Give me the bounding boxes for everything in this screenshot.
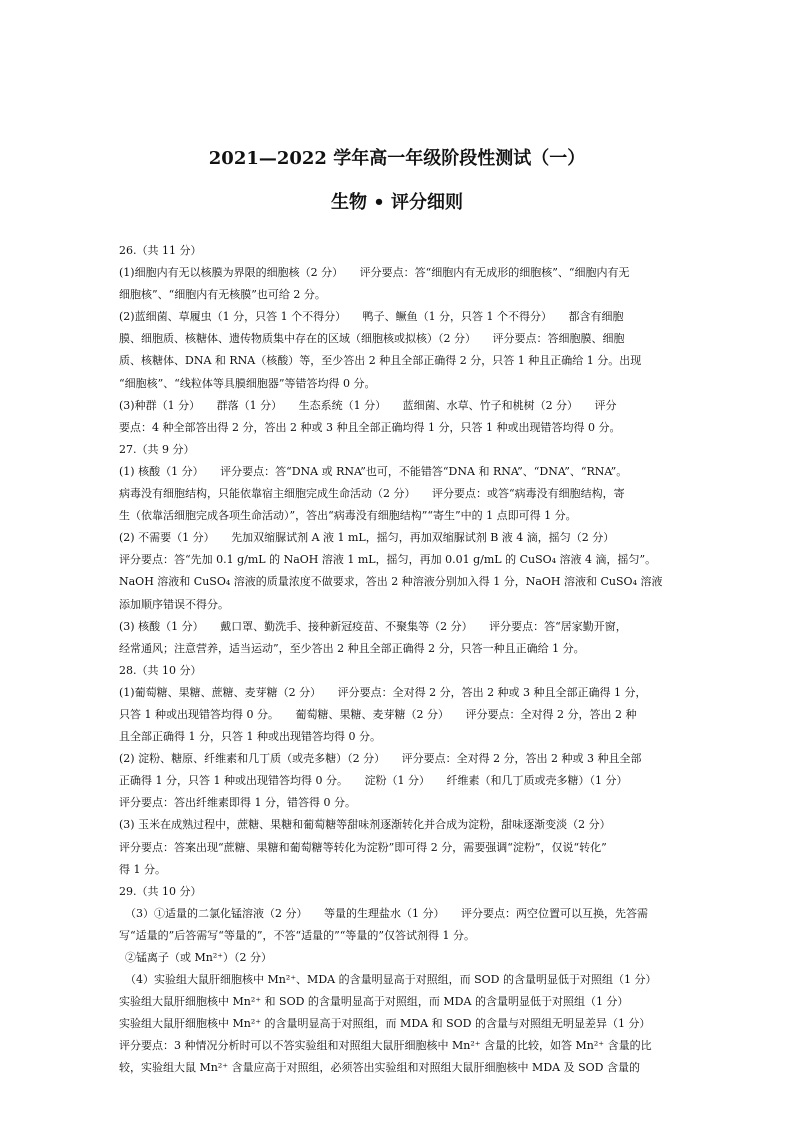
text-line: 评分要点：答出纤维素即得 1 分，错答得 0 分。 — [119, 796, 356, 810]
text-line: 写“适量的”后答需写“等量的”，不答“适量的”“等量的”仅答试剂得 1 分。 — [119, 928, 475, 942]
text-line: 只答 1 种或出现错答均得 0 分。 葡萄糖、果糖、麦芽糖（2 分） 评分要点：全对得 2 分，答出 2 种 — [119, 707, 637, 721]
text-line: NaOH 溶液和 CuSO₄ 溶液的质量浓度不做要求，答出 2 种溶液分别加入得 1 分，NaOH 溶液和 CuSO₄ 溶液 — [119, 575, 663, 589]
text-line: （4）实验组大鼠肝细胞核中 Mn²⁺、MDA 的含量明显高于对照组，而 SOD 的含量明显低于对照组（1 分） — [125, 973, 657, 987]
text-line: 质、核糖体、DNA 和 RNA（核酸）等，至少答出 2 种且全部正确得 2 分，只答 1 种且正确给 1 分。出现 — [119, 354, 642, 368]
text-line: 实验组大鼠肝细胞核中 Mn²⁺ 和 SOD 的含量明显高于对照组，而 MDA 的含量明显低于对照组（1 分） — [119, 995, 629, 1009]
text-line: (2) 淀粉、糖原、纤维素和几丁质（或壳多糖）（2 分） 评分要点：全对得 2 分，答出 2 种或 3 种且全部 — [119, 752, 642, 766]
text-line: 细胞核”、“细胞内有无核膜”也可给 2 分。 — [119, 288, 326, 302]
text-line: 添加顺序错误不得分。 — [119, 597, 229, 611]
text-line: 经常通风；注意营养，适当运动”，至少答出 2 种且全部正确得 2 分，只答一种且正确给 1 分。 — [119, 641, 585, 655]
text-line: 较，实验组大鼠 Mn²⁺ 含量应高于对照组，必须答出实验组和对照组大鼠肝细胞核中 MDA 及 SOD 含量的 — [119, 1061, 640, 1075]
text-line: (1) 核酸（1 分） 评分要点：答“DNA 或 RNA”也可，不能错答“DNA 和 RNA”、“DNA”、“RNA”。 — [119, 464, 628, 478]
text-line: (2)蓝细菌、草履虫（1 分，只答 1 个不得分） 鸭子、鳜鱼（1 分，只答 1 个不得分） 都含有细胞 — [119, 310, 624, 324]
text-line: 得 1 分。 — [119, 862, 166, 876]
text-line: 评分要点：答“先加 0.1 g/mL 的 NaOH 溶液 1 mL，摇匀，再加 0.01 g/mL 的 CuSO₄ 溶液 4 滴，摇匀”。 — [119, 553, 657, 567]
text-line: 病毒没有细胞结构，只能依靠宿主细胞完成生命活动（2 分） 评分要点：或答“病毒没有细胞结构，寄 — [119, 487, 625, 501]
text-line: （3）①适量的二氯化锰溶液（2 分） 等量的生理盐水（1 分） 评分要点：两空位置可以互换，先答需 — [125, 906, 648, 920]
text-line: (3) 核酸（1 分） 戴口罩、勤洗手、接种新冠疫苗、不聚集等（2 分） 评分要点：答“居家勤开窗， — [119, 619, 627, 633]
text-line: 要点：4 种全部答出得 2 分，答出 2 种或 3 种且全部正确均得 1 分，只答 1 种或出现错答均得 0 分。 — [119, 420, 621, 434]
section-heading-28: 28.（共 10 分） — [119, 663, 202, 677]
text-line: 评分要点：答案出现“蔗糖、果糖和葡萄糖等转化为淀粉”即可得 2 分，需要强调“淀粉”，仅说“转化” — [119, 840, 607, 854]
text-line: (1)葡萄糖、果糖、蔗糖、麦芽糖（2 分） 评分要点：全对得 2 分，答出 2 种或 3 种且全部正确得 1 分， — [119, 685, 647, 699]
text-line: 正确得 1 分，只答 1 种或出现错答均得 0 分。 淀粉（1 分） 纤维素（和几丁质或壳多糖）（1 分） — [119, 774, 628, 788]
scoring-rules-body — [119, 240, 679, 1080]
text-line: (2) 不需要（1 分） 先加双缩脲试剂 A 液 1 mL，摇匀，再加双缩脲试剂 B 液 4 滴，摇匀（2 分） — [119, 531, 615, 545]
text-line: 生（依靠活细胞完成各项生命活动）”，答出“病毒没有细胞结构”“寄生”中的 1 点即可得 1 分。 — [119, 509, 577, 523]
text-line: (3)种群（1 分） 群落（1 分） 生态系统（1 分） 蓝细菌、水草、竹子和桃树（2 分） 评分 — [119, 398, 617, 412]
section-heading-26: 26.（共 11 分） — [119, 244, 202, 257]
text-line: ②锰离子（或 Mn²⁺）（2 分） — [125, 951, 273, 964]
text-line: 评分要点：3 种情况分析时可以不答实验组和对照组大鼠肝细胞核中 Mn²⁺ 含量的比较，如答 Mn²⁺ 含量的比 — [119, 1039, 652, 1053]
page-subtitle: 生物 • 评分细则 — [330, 192, 464, 213]
text-line: 膜、细胞质、核糖体、遗传物质集中存在的区域（细胞核或拟核）（2 分） 评分要点：答细胞膜、细胞 — [119, 332, 625, 346]
text-line: 实验组大鼠肝细胞核中 Mn²⁺ 的含量明显高于对照组，而 MDA 和 SOD 的含量与对照组无明显差异（1 分） — [119, 1017, 651, 1031]
text-line: 且全部正确得 1 分，只答 1 种或出现错答均得 0 分。 — [119, 730, 381, 744]
text-line: (3) 玉米在成熟过程中，蔗糖、果糖和葡萄糖等甜味剂逐渐转化并合成为淀粉，甜味逐渐变淡（2 分） — [119, 818, 611, 832]
section-heading-27: 27.（共 9 分） — [119, 442, 195, 456]
text-line: (1)细胞内有无以核膜为界限的细胞核（2 分） 评分要点：答“细胞内有无成形的细胞核”、“细胞内有无 — [119, 266, 630, 280]
text-line: “细胞核”、“线粒体等具膜细胞器”等错答均得 0 分。 — [119, 376, 376, 390]
page-title: 2021—2022 学年高一年级阶段性测试（一） — [208, 148, 586, 169]
section-heading-29: 29.（共 10 分） — [119, 884, 202, 898]
